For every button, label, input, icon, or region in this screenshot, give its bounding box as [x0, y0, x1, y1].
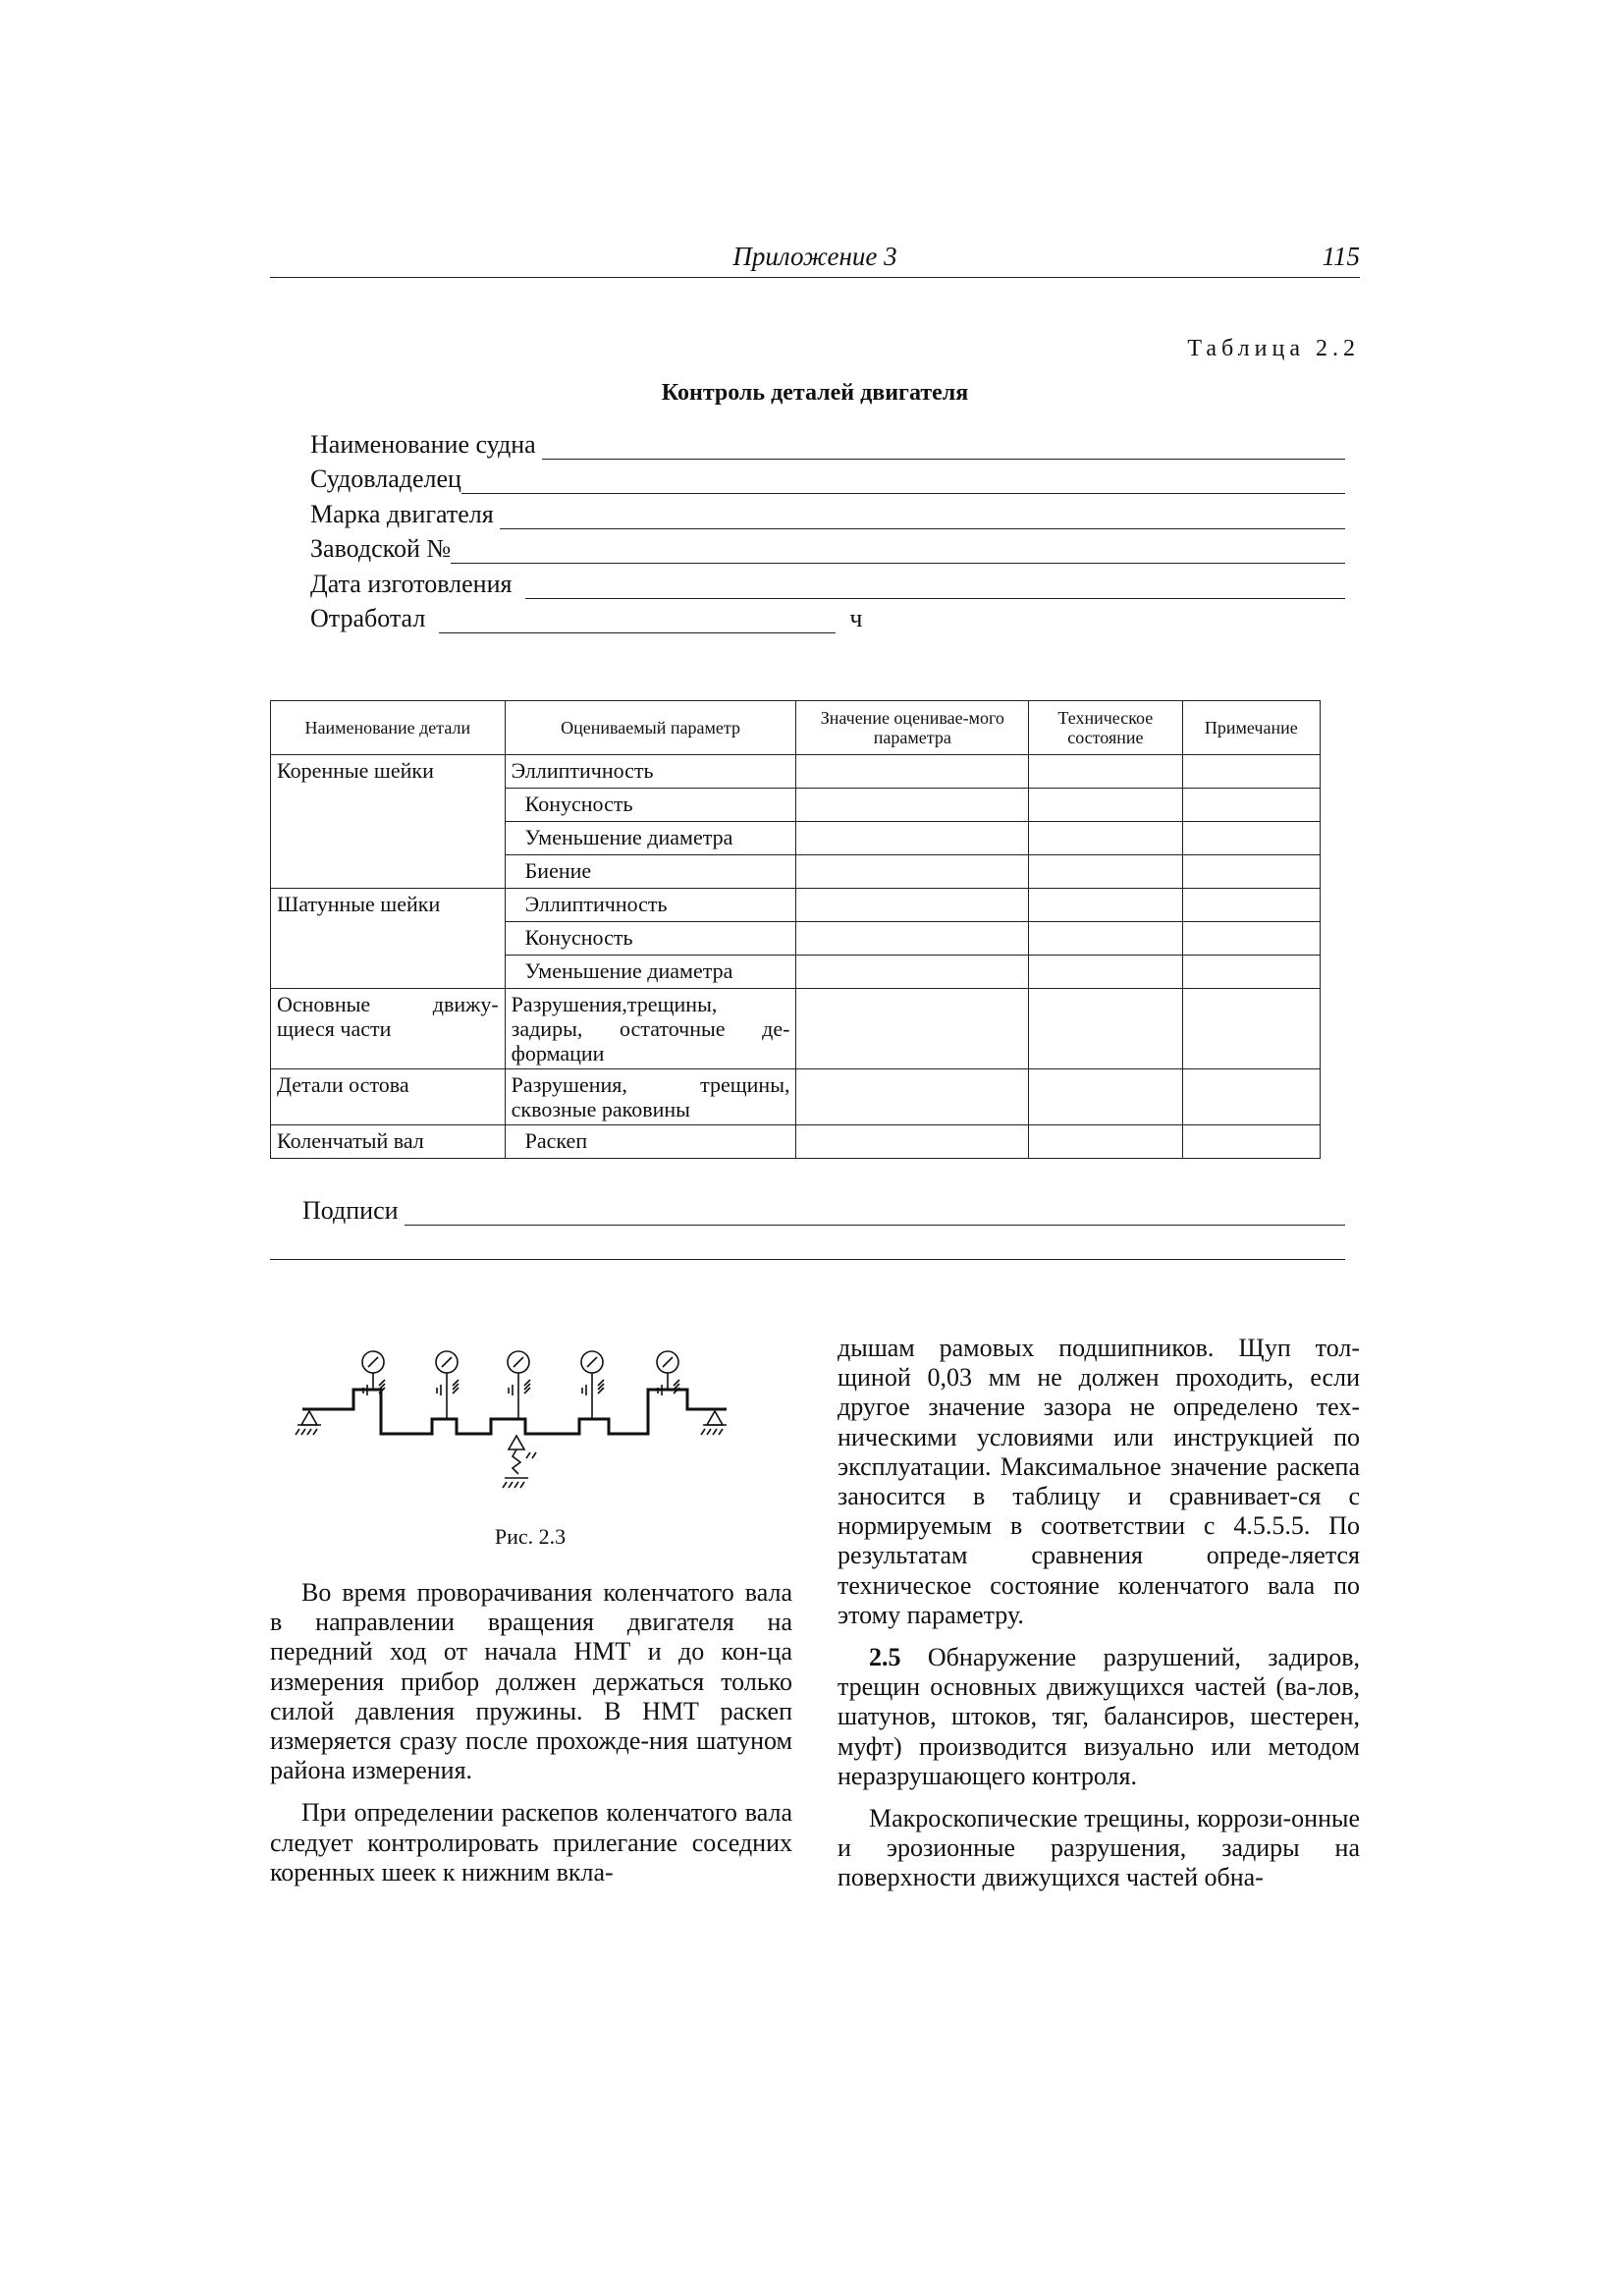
- condition-cell[interactable]: [1029, 822, 1182, 855]
- paragraph: дышам рамовых подшипников. Щуп тол-щиной 0,03 мм не должен проходить, если другое значение зазора не определено тех-ническими условиями или инструкцией по эксплуатации. Максимальное значение раскепа заносится в таблицу и сравнивает-ся с нормируемым в соответствии с 4.5.5.5. По результатам сравнения опреде-ляется техническое состояние коленчатого вала по этому параметру.: [838, 1334, 1360, 1629]
- figure-caption: Рис. 2.3: [494, 1524, 567, 1549]
- value-cell[interactable]: [796, 922, 1029, 956]
- note-cell[interactable]: [1182, 855, 1320, 889]
- table-row: [271, 1125, 1321, 1159]
- value-cell[interactable]: [796, 889, 1029, 922]
- condition-cell[interactable]: [1029, 922, 1182, 956]
- condition-cell[interactable]: [1029, 889, 1182, 922]
- signatures-label: Подписи: [302, 1196, 399, 1225]
- text-column-left: [270, 1578, 792, 1887]
- column-header: Техническое состояние: [1029, 701, 1182, 755]
- table-row: [271, 1069, 1321, 1125]
- column-header: Оцениваемый параметр: [505, 701, 796, 755]
- dial-gauge-2: [436, 1351, 459, 1419]
- table-row: [271, 755, 1321, 789]
- form-blank-line[interactable]: [439, 611, 836, 633]
- table-label: Таблица 2.2: [1187, 336, 1360, 361]
- column-header: Примечание: [1182, 701, 1320, 755]
- form-label: Отработал: [310, 604, 426, 632]
- form-blank-line[interactable]: [542, 437, 1345, 460]
- form-row-vessel-name: [310, 424, 1345, 460]
- control-table: [270, 700, 1321, 1159]
- value-cell[interactable]: [796, 822, 1029, 855]
- note-cell[interactable]: [1182, 922, 1320, 956]
- form-row-engine-model: [310, 494, 1345, 529]
- paragraph-2-5: [838, 1643, 1360, 1791]
- header-rule: [270, 277, 1360, 278]
- parameter-cell: Конусность: [505, 789, 796, 822]
- parameter-cell: Эллиптичность: [505, 755, 796, 789]
- part-name-cell: Шатунные шейки: [271, 889, 506, 989]
- note-cell[interactable]: [1182, 822, 1320, 855]
- form-label: Наименование судна: [310, 429, 536, 459]
- table-row: [271, 889, 1321, 922]
- form-label: Марка двигателя: [310, 499, 494, 528]
- section-number: 2.5: [869, 1643, 901, 1672]
- dial-gauge-4: [581, 1351, 604, 1419]
- form-label: Судовладелец: [310, 465, 461, 493]
- parameter-cell: Конусность: [505, 922, 796, 956]
- paragraph-text: Обнаружение разрушений, задиров, трещин основных движущихся частей (ва-лов, шатунов, штоков, тяг, балансиров, шестерен, муфт) производится визуально или методом неразрушающего контроля.: [838, 1643, 1360, 1790]
- parameter-cell: Разрушения, трещины, сквозные раковины: [505, 1069, 796, 1125]
- part-name-cell: Детали остова: [271, 1069, 506, 1125]
- column-header: Наименование детали: [271, 701, 506, 755]
- note-cell[interactable]: [1182, 1069, 1320, 1125]
- form-row-manufacture-date: [310, 564, 1345, 599]
- parameter-cell: Уменьшение диаметра: [505, 956, 796, 989]
- signatures-row: [302, 1196, 1345, 1226]
- paragraph: Во время проворачивания коленчатого вала в направлении вращения двигателя на передний ход от начала НМТ и до кон-ца измерения прибор должен держаться только силой давления пружины. В НМТ раскеп измеряется сразу после прохожде-ния шатуном района измерения.: [270, 1578, 792, 1785]
- part-name-cell: Коренные шейки: [271, 755, 506, 889]
- note-cell[interactable]: [1182, 956, 1320, 989]
- condition-cell[interactable]: [1029, 789, 1182, 822]
- value-cell[interactable]: [796, 989, 1029, 1069]
- paragraph: При определении раскепов коленчатого вала следует контролировать прилегание соседних коренных шеек к нижним вкла-: [270, 1798, 792, 1886]
- form-blank-line[interactable]: [500, 507, 1345, 529]
- value-cell[interactable]: [796, 956, 1029, 989]
- part-name-cell: Коленчатый вал: [271, 1125, 506, 1159]
- form-blank-line[interactable]: [525, 576, 1345, 599]
- value-cell[interactable]: [796, 755, 1029, 789]
- parameter-cell: Уменьшение диаметра: [505, 822, 796, 855]
- table-header-row: [271, 701, 1321, 755]
- condition-cell[interactable]: [1029, 1125, 1182, 1159]
- condition-cell[interactable]: [1029, 1069, 1182, 1125]
- value-cell[interactable]: [796, 789, 1029, 822]
- part-name-cell: Основные движу-щиеся части: [271, 989, 506, 1069]
- condition-cell[interactable]: [1029, 956, 1182, 989]
- parameter-cell: Разрушения,трещины, задиры, остаточные де-формации: [505, 989, 796, 1069]
- condition-cell[interactable]: [1029, 755, 1182, 789]
- condition-cell[interactable]: [1029, 989, 1182, 1069]
- form-row-operated-hours: [310, 599, 1345, 634]
- form-row-owner: [310, 460, 1345, 495]
- column-header: Значение оценивае-мого параметра: [796, 701, 1029, 755]
- note-cell[interactable]: [1182, 755, 1320, 789]
- note-cell[interactable]: [1182, 789, 1320, 822]
- paragraph: Макроскопические трещины, коррози-онные и эрозионные разрушения, задиры на поверхности движущихся частей обна-: [838, 1804, 1360, 1892]
- value-cell[interactable]: [796, 855, 1029, 889]
- parameter-cell: Эллиптичность: [505, 889, 796, 922]
- value-cell[interactable]: [796, 1069, 1029, 1125]
- note-cell[interactable]: [1182, 1125, 1320, 1159]
- running-header-title: Приложение 3: [732, 242, 897, 271]
- hours-unit: ч: [849, 604, 863, 632]
- note-cell[interactable]: [1182, 889, 1320, 922]
- dial-gauge-3: [508, 1351, 530, 1419]
- condition-cell[interactable]: [1029, 855, 1182, 889]
- form-row-serial-number: [310, 529, 1345, 565]
- form-label: Заводской №: [310, 534, 452, 563]
- crankshaft-figure: [295, 1340, 766, 1507]
- form-blank-line[interactable]: [451, 541, 1345, 564]
- table-row: [271, 989, 1321, 1069]
- signature-line-2[interactable]: [270, 1259, 1345, 1260]
- parameter-cell: Биение: [505, 855, 796, 889]
- parameter-cell: Раскеп: [505, 1125, 796, 1159]
- text-column-right: [838, 1334, 1360, 1893]
- page-number: 115: [1322, 242, 1360, 271]
- form-label: Дата изготовления: [310, 569, 513, 598]
- form-blank-line[interactable]: [461, 471, 1345, 494]
- table-title: Контроль деталей двигателя: [661, 380, 969, 406]
- form-block: [310, 424, 1345, 633]
- signature-line[interactable]: [405, 1203, 1345, 1226]
- value-cell[interactable]: [796, 1125, 1029, 1159]
- note-cell[interactable]: [1182, 989, 1320, 1069]
